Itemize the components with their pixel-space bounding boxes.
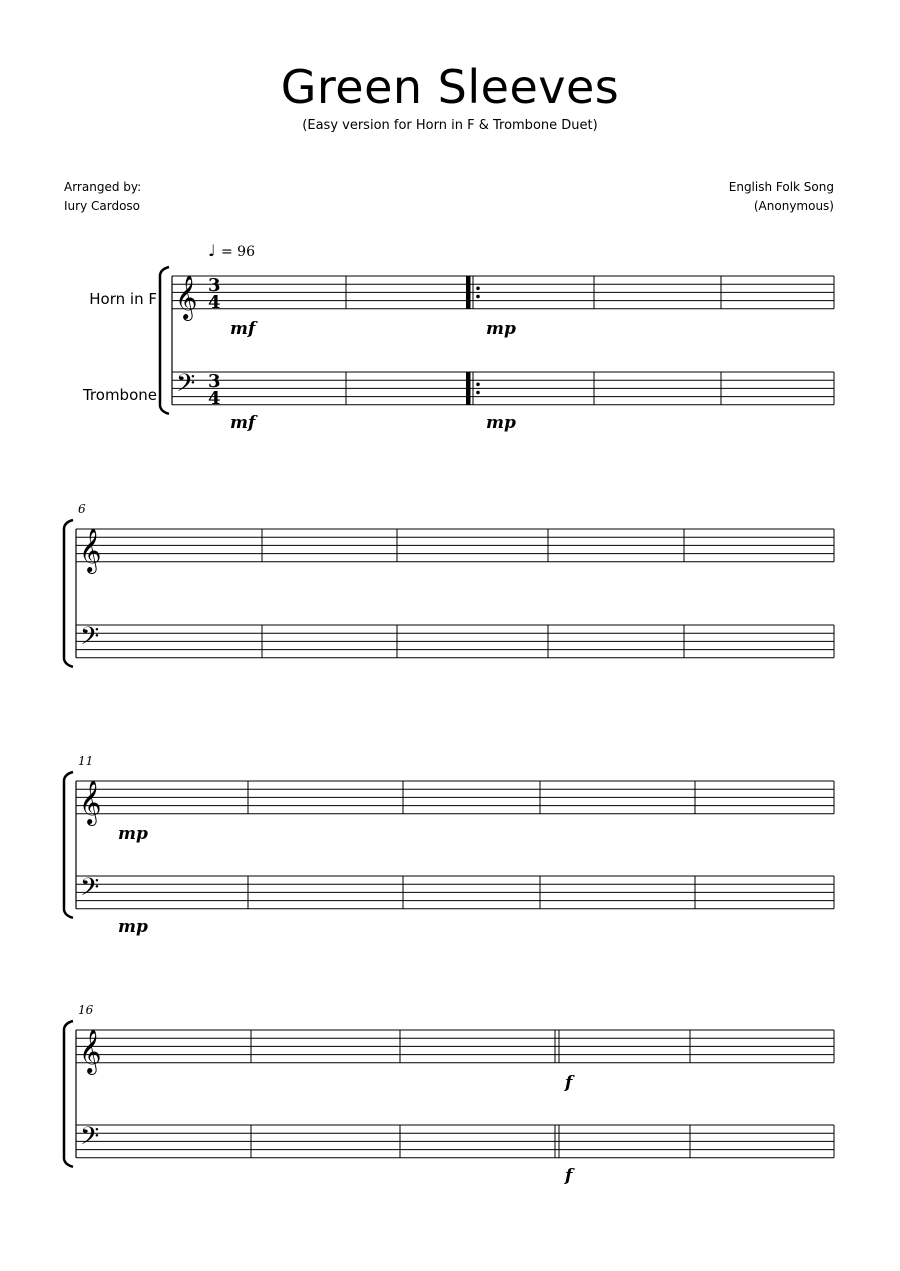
composer-line-2: (Anonymous) [753, 199, 834, 213]
dynamic-trombone: mf [230, 413, 256, 433]
time-signature-top: 3 [208, 371, 221, 392]
system-bracket [64, 772, 73, 918]
measure-number: 16 [78, 1003, 94, 1017]
repeat-dot [476, 391, 480, 395]
page-title: Green Sleeves [280, 60, 620, 114]
tempo-text: = 96 [221, 244, 255, 260]
time-signature-top: 3 [208, 275, 221, 296]
tempo-note-glyph: ♩ [208, 241, 216, 260]
bass-clef: 𝄢 [80, 1122, 100, 1157]
repeat-barline [466, 276, 470, 309]
bass-clef: 𝄢 [176, 369, 196, 404]
system-bracket [64, 520, 73, 667]
dynamic-trombone: f [565, 1166, 573, 1186]
arranger-label: Arranged by: [64, 180, 142, 194]
instrument-label-horn: Horn in F [89, 290, 157, 308]
bass-clef: 𝄢 [80, 873, 100, 908]
bass-clef: 𝄢 [80, 622, 100, 657]
measure-number: 11 [78, 754, 94, 768]
system-bracket [160, 267, 169, 414]
repeat-dot [476, 383, 480, 387]
system-bracket [64, 1021, 73, 1167]
treble-clef: 𝄞 [175, 275, 198, 319]
time-signature-bottom: 4 [208, 292, 221, 313]
measure-number: 6 [78, 502, 86, 516]
instrument-label-trombone: Trombone [82, 386, 157, 404]
treble-clef: 𝄞 [79, 528, 102, 572]
time-signature-bottom: 4 [208, 388, 221, 409]
dynamic-horn: mp [486, 319, 516, 339]
dynamic-trombone: mp [118, 917, 148, 937]
arranger-name: Iury Cardoso [64, 199, 141, 213]
repeat-barline [466, 372, 470, 405]
page-subtitle: (Easy version for Horn in F & Trombone Duet) [302, 118, 598, 133]
repeat-dot [476, 295, 480, 299]
treble-clef: 𝄞 [79, 1029, 102, 1073]
repeat-dot [476, 287, 480, 291]
dynamic-horn: f [565, 1073, 573, 1093]
treble-clef: 𝄞 [79, 780, 102, 824]
composer-line-1: English Folk Song [728, 180, 834, 194]
dynamic-horn: mp [118, 824, 148, 844]
dynamic-trombone: mp [486, 413, 516, 433]
dynamic-horn: mf [230, 319, 256, 339]
